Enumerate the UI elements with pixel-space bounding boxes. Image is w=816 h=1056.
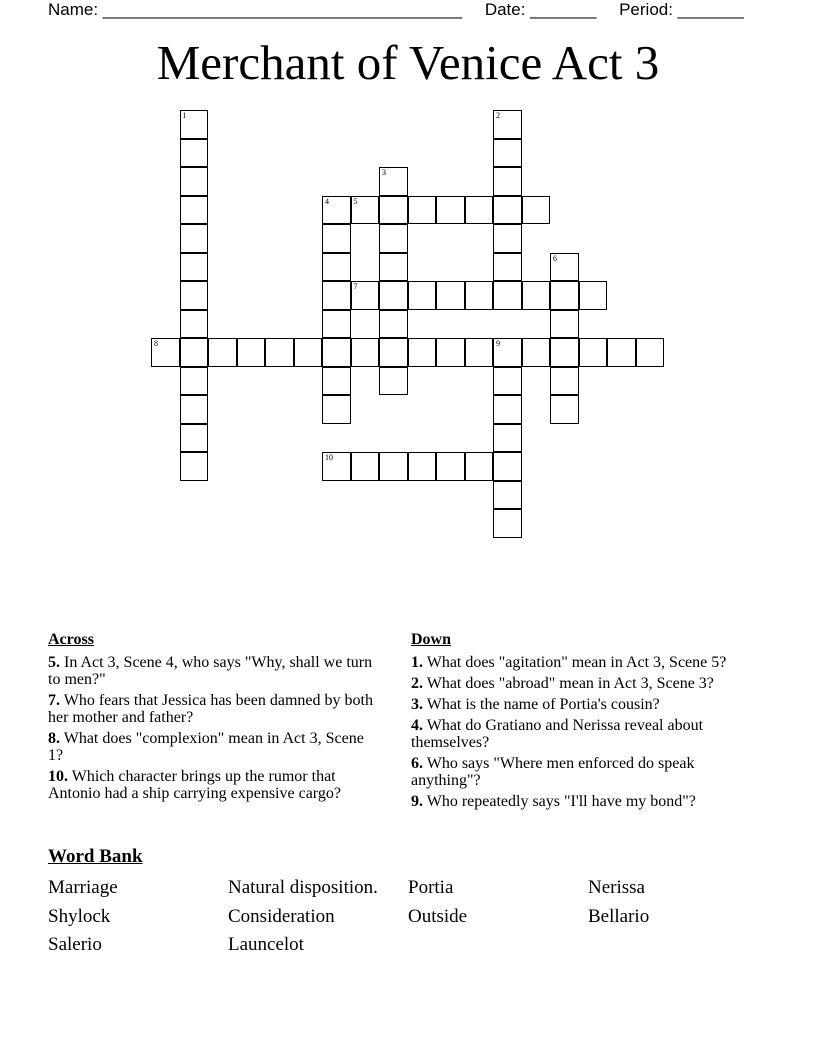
word-bank-item: Shylock [48,905,111,927]
clue-number: 9. [411,793,423,810]
name-field[interactable]: Name: ______________________________________ [48,0,463,19]
crossword-cell[interactable] [493,253,522,282]
clue-number: 1 [182,111,187,120]
clue-text: Which character brings up the rumor that Antonio had a ship carrying expensive cargo? [48,768,341,802]
crossword-cell[interactable] [493,338,522,367]
clue-number: 3 [382,168,386,177]
crossword-cell[interactable] [493,167,522,196]
clue-number: 6. [411,755,423,772]
clue-number: 5 [353,196,358,206]
clue-number: 10. [48,768,68,785]
worksheet-title: Merchant of Venice Act 3 [156,35,660,90]
clue-number: 7. [48,692,60,709]
crossword-cell[interactable] [322,338,351,367]
crossword-cell[interactable] [550,253,579,282]
crossword-cell[interactable] [180,224,209,253]
crossword-cell[interactable] [379,452,408,481]
date-field[interactable]: Date: _______ [484,0,597,19]
crossword-cell[interactable] [436,281,465,310]
crossword-cell[interactable] [408,338,437,367]
word-bank-heading: Word Bank [48,846,143,867]
crossword-cell[interactable] [522,281,551,310]
crossword-cell[interactable] [408,452,437,481]
crossword-cell[interactable] [579,338,608,367]
across-clue [48,654,378,688]
down-clue [411,696,756,713]
crossword-cell[interactable] [522,196,551,225]
down-clue [411,793,756,810]
clue-number: 7 [353,282,358,291]
crossword-cell[interactable] [180,139,209,168]
across-clue [48,730,378,764]
word-bank-item: Consideration [228,905,335,927]
clue-text: What does "abroad" mean in Act 3, Scene 3? [423,675,714,692]
crossword-cell[interactable] [180,452,209,481]
crossword-cell[interactable] [493,424,522,453]
clue-number: 4. [411,717,423,734]
down-clue [411,717,756,751]
word-bank-item: Nerissa [588,877,645,898]
crossword-cell[interactable] [379,167,408,196]
crossword-cell[interactable] [180,310,209,339]
crossword-cell[interactable] [550,281,579,310]
word-bank-item: Natural disposition. [228,877,378,898]
crossword-cell[interactable] [436,452,465,481]
crossword-cell[interactable] [351,196,380,225]
crossword-cell[interactable] [322,224,351,253]
word-bank-item: Portia [408,877,454,898]
crossword-cell[interactable] [465,452,494,481]
crossword-cell[interactable] [493,281,522,310]
crossword-cell[interactable] [550,338,579,367]
word-bank-item: Outside [408,905,468,927]
crossword-cell[interactable] [379,338,408,367]
down-clue [411,654,756,671]
period-field[interactable]: Period: _______ [619,0,744,19]
crossword-cell[interactable] [493,509,522,538]
across-clue-list [48,654,378,802]
crossword-cell[interactable] [379,310,408,339]
clue-text: Who fears that Jessica has been damned by both her mother and father? [48,692,373,726]
crossword-cell[interactable] [322,253,351,282]
crossword-cell[interactable] [465,196,494,225]
crossword-cell[interactable] [379,224,408,253]
crossword-cell[interactable] [180,395,209,424]
crossword-cell[interactable] [408,196,437,225]
word-bank-item: Bellario [588,905,650,927]
crossword-cell[interactable] [322,196,351,225]
clue-number: 8 [154,339,158,348]
clue-number: 2 [496,111,500,120]
down-clue [411,675,756,692]
crossword-cell[interactable] [493,224,522,253]
crossword-cell[interactable] [379,196,408,225]
crossword-cell[interactable] [237,338,266,367]
across-heading: Across [48,631,94,648]
crossword-cell[interactable] [294,338,323,367]
clue-text: What does "agitation" mean in Act 3, Scene 5? [423,654,727,671]
crossword-cell[interactable] [379,367,408,396]
crossword-cell[interactable] [180,367,209,396]
clue-number: 9 [496,339,500,348]
crossword-cell[interactable] [550,310,579,339]
across-clues [48,630,378,806]
crossword-cell[interactable] [493,367,522,396]
crossword-cell[interactable] [579,281,608,310]
down-heading: Down [411,631,452,648]
crossword-cell[interactable] [436,196,465,225]
crossword-cell[interactable] [493,196,522,225]
down-clues [411,630,756,814]
crossword-cell[interactable] [322,452,351,481]
clue-text: Who says "Where men enforced do speak anything"? [411,755,695,789]
clue-text: What do Gratiano and Nerissa reveal about themselves? [411,717,704,751]
crossword-cell[interactable] [180,167,209,196]
crossword-cell[interactable] [493,452,522,481]
crossword-cell[interactable] [351,281,380,310]
crossword-cell[interactable] [180,424,209,453]
clue-number: 4 [325,196,329,206]
crossword-cell[interactable] [322,395,351,424]
crossword-cell[interactable] [180,110,209,139]
clue-number: 1. [411,654,423,671]
crossword-cell[interactable] [379,253,408,282]
down-clue [411,755,756,789]
crossword-cell[interactable] [493,395,522,424]
crossword-cell[interactable] [322,367,351,396]
clue-number: 2. [411,675,423,692]
crossword-cell[interactable] [408,281,437,310]
crossword-cell[interactable] [465,338,494,367]
crossword-cell[interactable] [180,281,209,310]
clue-number: 5. [48,654,60,671]
clue-text: Who repeatedly says "I'll have my bond"? [423,793,696,810]
word-bank-item: Launcelot [228,934,304,955]
crossword-cell[interactable] [493,110,522,139]
crossword-cell[interactable] [151,338,180,367]
clue-number: 8. [48,730,60,747]
crossword-cell[interactable] [493,139,522,168]
clue-number: 6 [553,253,557,263]
crossword-cell[interactable] [522,338,551,367]
clue-text: What is the name of Portia's cousin? [423,696,660,713]
crossword-cell[interactable] [180,338,209,367]
clue-text: What does "complexion" mean in Act 3, Scene 1? [48,730,364,764]
crossword-cell[interactable] [636,338,665,367]
crossword-cell[interactable] [265,338,294,367]
crossword-cell[interactable] [465,281,494,310]
word-bank [48,874,768,960]
crossword-cell[interactable] [208,338,237,367]
word-bank-item: Marriage [48,877,118,898]
across-clue [48,768,378,802]
word-bank-item: Salerio [48,934,102,955]
down-clue-list [411,654,756,810]
crossword-cell[interactable] [379,281,408,310]
across-clue [48,692,378,726]
clue-number: 10 [325,453,333,462]
crossword-cell[interactable] [550,367,579,396]
crossword-cell[interactable] [351,338,380,367]
crossword-cell[interactable] [493,481,522,510]
crossword-cell[interactable] [322,281,351,310]
clue-number: 3. [411,696,423,713]
crossword-cell[interactable] [180,196,209,225]
crossword-cell[interactable] [436,338,465,367]
crossword-cell[interactable] [351,452,380,481]
crossword-cell[interactable] [607,338,636,367]
clue-text: In Act 3, Scene 4, who says "Why, shall we turn to men?" [48,654,373,688]
crossword-cell[interactable] [322,310,351,339]
crossword-cell[interactable] [180,253,209,282]
crossword-cell[interactable] [550,395,579,424]
